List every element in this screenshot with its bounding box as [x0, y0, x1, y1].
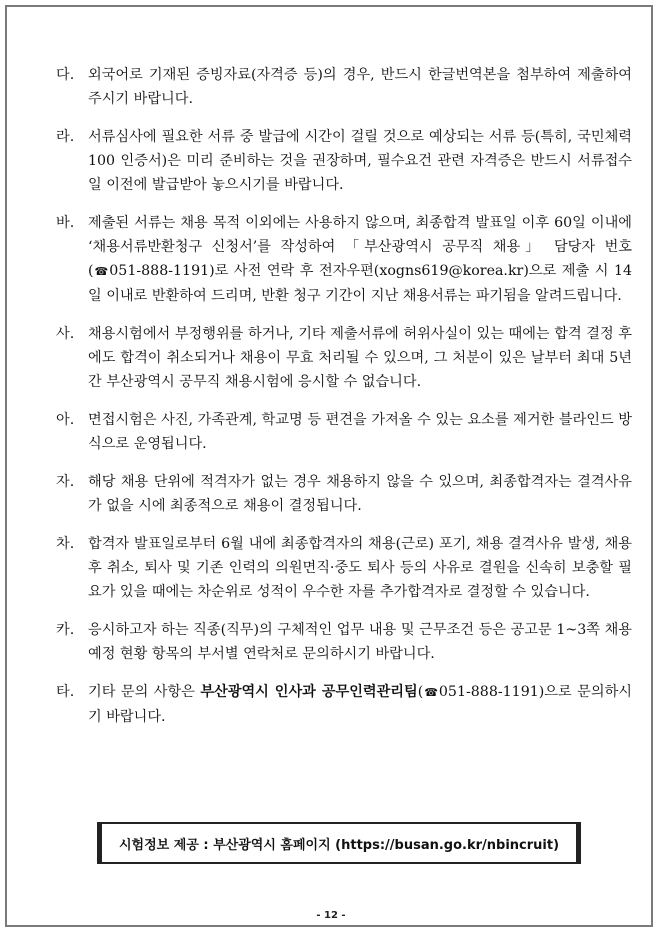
list-item — [56, 470, 632, 518]
item-text-part: ( — [417, 684, 424, 700]
item-marker: 사. — [56, 326, 75, 342]
list-item — [56, 532, 632, 604]
item-text: 응시하고자 하는 직종(직무)의 구체적인 업무 내용 및 근무조건 등은 공고문 1~3쪽 채용예정 현황 항목의 부서별 연락처로 문의하시기 바랍니다. — [88, 622, 632, 662]
notice-list — [56, 63, 632, 743]
item-marker: 자. — [56, 474, 75, 490]
phone-icon: ☎ — [93, 265, 110, 278]
item-text: 해당 채용 단위에 적격자가 없는 경우 채용하지 않을 수 있으며, 최종합격자는 결격사유가 없을 시에 최종적으로 채용이 결정됩니다. — [88, 474, 632, 514]
list-item — [56, 125, 632, 197]
item-marker: 차. — [56, 536, 75, 552]
exam-info-box — [97, 822, 581, 864]
item-text-part: 제출된 서류는 채용 목적 이외에는 사용하지 않으며, 최종합격 발표일 이후 60일 이내에 ‘채용서류반환청구 신청서’를 작성하여 「부산광역시 공무직 채용」 담당자 번호( — [88, 215, 632, 279]
contact-team: 부산광역시 인사과 공무인력관리팀 — [200, 684, 418, 700]
item-marker: 다. — [56, 67, 75, 83]
item-text-part: 051-888-1191)으로 문의하시기 바랍니다. — [88, 684, 632, 725]
item-text — [88, 680, 632, 729]
item-text: 면접시험은 사진, 가족관계, 학교명 등 편견을 가져올 수 있는 요소를 제거한 블라인드 방식으로 운영됩니다. — [88, 412, 632, 452]
item-text: 외국어로 기재된 증빙자료(자격증 등)의 경우, 반드시 한글번역본을 첨부하여 제출하여 주시기 바랍니다. — [88, 67, 632, 107]
phone-icon: ☎ — [423, 686, 439, 699]
item-text-part: 051-888-1191)로 사전 연락 후 전자우편(xogns619@korea.kr)으로 제출 시 14일 이내로 반환하여 드리며, 반환 청구 기간이 지난 채용서류는 파기됨을 알려드립니다. — [88, 263, 632, 304]
item-text-part: 기타 문의 사항은 — [88, 684, 201, 700]
list-item — [56, 680, 632, 729]
item-text: 서류심사에 필요한 서류 중 발급에 시간이 걸릴 것으로 예상되는 서류 등(특히, 국민체력100 인증서)은 미리 준비하는 것을 권장하며, 필수요건 관련 자격증은 반드시 서류접수일 이전에 발급받아 놓으시기를 바랍니다. — [88, 129, 632, 193]
item-marker: 라. — [56, 129, 75, 145]
item-text: 채용시험에서 부정행위를 하거나, 기타 제출서류에 허위사실이 있는 때에는 합격 결정 후에도 합격이 취소되거나 채용이 무효 처리될 수 있으며, 그 처분이 있은 날부터 최대 5년간 부산광역시 공무직 채용시험에 응시할 수 없습니다. — [88, 326, 632, 390]
list-item — [56, 322, 632, 394]
page-number: - 12 - — [316, 910, 346, 921]
list-item — [56, 63, 632, 111]
list-item — [56, 618, 632, 666]
exam-info-text: 시험정보 제공 : 부산광역시 홈페이지 (https://busan.go.kr/nbincruit) — [118, 837, 560, 853]
item-text — [88, 211, 632, 308]
item-marker: 카. — [56, 622, 75, 638]
item-marker: 아. — [56, 412, 75, 428]
list-item — [56, 408, 632, 456]
item-text: 합격자 발표일로부터 6월 내에 최종합격자의 채용(근로) 포기, 채용 결격사유 발생, 채용 후 취소, 퇴사 및 기존 인력의 의원면직·중도 퇴사 등의 사유로 결원을 신속히 보충할 필요가 있을 때에는 차순위로 성적이 우수한 자를 추가합격자로 결정할 수 있습니다. — [88, 536, 632, 600]
item-marker: 바. — [56, 215, 75, 231]
item-marker: 타. — [56, 684, 75, 700]
list-item — [56, 211, 632, 308]
